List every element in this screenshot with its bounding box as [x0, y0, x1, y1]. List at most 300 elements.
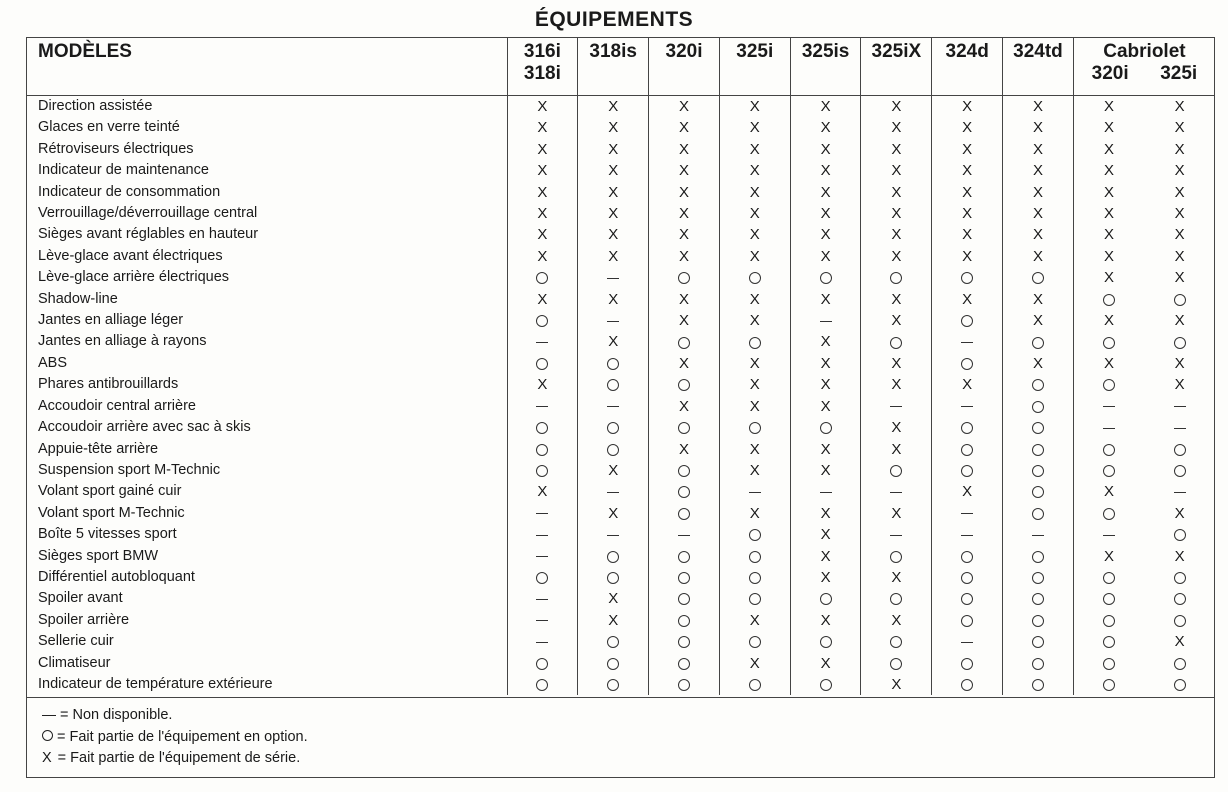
unavailable-dash-icon	[961, 406, 973, 407]
availability-cell	[507, 267, 578, 288]
availability-cell	[1003, 117, 1074, 138]
availability-cell	[1003, 246, 1074, 267]
option-circle-icon	[1032, 444, 1044, 456]
column-header-line1: 324td	[1013, 41, 1063, 62]
option-circle-icon	[1174, 444, 1186, 456]
availability-cell	[719, 310, 790, 331]
page-title: ÉQUIPEMENTS	[534, 8, 694, 31]
availability-cell	[507, 353, 578, 374]
standard-mark: X	[1104, 247, 1115, 265]
availability-cell	[1073, 396, 1144, 417]
standard-mark: X	[891, 247, 902, 265]
standard-mark: X	[537, 226, 548, 244]
availability-cell	[1144, 96, 1215, 118]
option-circle-icon	[961, 444, 973, 456]
availability-cell	[578, 331, 649, 352]
standard-mark: X	[891, 419, 902, 437]
option-circle-icon	[1032, 465, 1044, 477]
availability-cell	[1144, 117, 1215, 138]
availability-cell	[861, 653, 932, 674]
standard-mark: X	[608, 611, 619, 629]
unavailable-dash-icon	[536, 513, 548, 514]
availability-cell	[861, 182, 932, 203]
standard-mark: X	[678, 98, 689, 115]
availability-cell	[507, 139, 578, 160]
availability-cell	[507, 653, 578, 674]
option-circle-icon	[961, 572, 973, 584]
unavailable-dash-icon	[820, 492, 832, 493]
unavailable-dash-icon	[536, 620, 548, 621]
standard-mark: X	[820, 397, 831, 415]
availability-cell	[649, 117, 720, 138]
availability-cell	[649, 503, 720, 524]
availability-cell	[649, 353, 720, 374]
availability-cell	[932, 439, 1003, 460]
option-circle-icon	[678, 379, 690, 391]
column-header	[578, 37, 649, 96]
availability-cell	[507, 246, 578, 267]
availability-cell	[1144, 203, 1215, 224]
availability-cell	[1003, 653, 1074, 674]
standard-mark: X	[608, 140, 619, 158]
standard-mark: X	[537, 483, 548, 501]
availability-cell	[507, 610, 578, 631]
option-circle-icon	[536, 422, 548, 434]
availability-cell	[719, 610, 790, 631]
unavailable-dash-icon	[607, 535, 619, 536]
option-circle-icon	[1174, 679, 1186, 691]
standard-mark: X	[608, 162, 619, 180]
standard-mark: X	[678, 183, 689, 201]
availability-cell	[507, 481, 578, 502]
cabriolet-sub-320i: 320i	[1091, 63, 1129, 84]
option-circle-icon	[1032, 572, 1044, 584]
standard-mark: X	[608, 461, 619, 479]
option-circle-icon	[607, 679, 619, 691]
table-row	[26, 310, 1215, 331]
availability-cell	[790, 588, 861, 609]
table-row	[26, 610, 1215, 631]
table-row	[26, 588, 1215, 609]
option-circle-icon	[749, 679, 761, 691]
standard-mark: X	[820, 140, 831, 158]
availability-cell	[861, 610, 932, 631]
option-circle-icon	[1103, 508, 1115, 520]
availability-cell	[1144, 546, 1215, 567]
availability-cell	[861, 203, 932, 224]
option-circle-icon	[1032, 658, 1044, 670]
availability-cell	[578, 224, 649, 245]
availability-cell	[507, 331, 578, 352]
availability-cell	[932, 460, 1003, 481]
table-row	[26, 224, 1215, 245]
availability-cell	[1144, 374, 1215, 395]
option-circle-icon	[749, 636, 761, 648]
standard-mark: X	[1032, 140, 1043, 158]
option-circle-icon	[678, 679, 690, 691]
availability-cell	[578, 374, 649, 395]
feature-label: Spoiler arrière	[38, 611, 130, 628]
option-circle-icon	[1032, 508, 1044, 520]
feature-label: Boîte 5 vitesses sport	[38, 526, 177, 543]
availability-cell	[1003, 267, 1074, 288]
standard-mark: X	[678, 119, 689, 137]
unavailable-dash-icon	[536, 535, 548, 536]
availability-cell	[932, 396, 1003, 417]
column-header-line1: 325is	[801, 41, 850, 62]
table-row	[26, 374, 1215, 395]
unavailable-dash-icon	[1103, 406, 1115, 407]
availability-cell	[790, 546, 861, 567]
standard-mark: X	[1174, 247, 1185, 265]
availability-cell	[578, 117, 649, 138]
availability-cell	[1003, 374, 1074, 395]
standard-mark: X	[749, 397, 760, 415]
unavailable-dash-icon	[1032, 535, 1044, 536]
option-circle-icon	[678, 572, 690, 584]
availability-cell	[932, 203, 1003, 224]
option-circle-icon	[890, 551, 902, 563]
legend-circle-text: = Fait partie de l'équipement en option.	[57, 728, 308, 745]
option-circle-icon	[1103, 379, 1115, 391]
option-circle-icon	[961, 315, 973, 327]
standard-mark: X	[962, 205, 973, 223]
table-row	[26, 653, 1215, 674]
availability-cell	[861, 546, 932, 567]
unavailable-dash-icon	[820, 321, 832, 322]
availability-cell	[1144, 331, 1215, 352]
option-circle-icon	[536, 679, 548, 691]
legend-dash-text: = Non disponible.	[60, 707, 173, 723]
availability-cell	[719, 117, 790, 138]
standard-mark: X	[608, 504, 619, 522]
standard-mark: X	[820, 568, 831, 586]
standard-mark: X	[891, 205, 902, 223]
availability-cell	[507, 203, 578, 224]
option-circle-icon	[961, 658, 973, 670]
availability-cell	[649, 481, 720, 502]
option-circle-icon	[536, 572, 548, 584]
option-circle-icon	[1032, 379, 1044, 391]
option-circle-icon	[1174, 465, 1186, 477]
availability-cell	[649, 289, 720, 310]
standard-mark: X	[1174, 98, 1185, 115]
option-circle-icon	[1174, 294, 1186, 306]
availability-cell	[578, 396, 649, 417]
standard-mark: X	[962, 247, 973, 265]
availability-cell	[1003, 96, 1074, 118]
unavailable-dash-icon	[1174, 406, 1186, 407]
availability-cell	[932, 631, 1003, 652]
feature-label: Appuie-tête arrière	[38, 440, 159, 457]
standard-mark: X	[749, 119, 760, 137]
availability-cell	[1073, 331, 1144, 352]
option-circle-icon	[961, 679, 973, 691]
availability-cell	[1003, 182, 1074, 203]
table-row	[26, 353, 1215, 374]
availability-cell	[861, 460, 932, 481]
unavailable-dash-icon	[678, 535, 690, 536]
availability-cell	[649, 631, 720, 652]
availability-cell	[507, 160, 578, 181]
feature-label: Volant sport gainé cuir	[38, 483, 182, 500]
availability-cell	[578, 139, 649, 160]
availability-cell	[1003, 460, 1074, 481]
availability-cell	[861, 588, 932, 609]
availability-cell	[1073, 417, 1144, 438]
column-header-line1: 320i	[665, 41, 703, 62]
standard-mark: X	[678, 247, 689, 265]
availability-cell	[1144, 246, 1215, 267]
standard-mark: X	[608, 333, 619, 351]
availability-cell	[1144, 353, 1215, 374]
table-row	[26, 524, 1215, 545]
option-circle-icon	[607, 358, 619, 370]
option-circle-icon	[678, 337, 690, 349]
option-circle-icon	[1032, 636, 1044, 648]
option-circle-icon	[1103, 658, 1115, 670]
availability-cell	[649, 546, 720, 567]
standard-mark: X	[820, 119, 831, 137]
standard-mark: X	[891, 119, 902, 137]
availability-cell	[507, 674, 578, 695]
availability-cell	[861, 674, 932, 695]
unavailable-dash-icon	[961, 535, 973, 536]
availability-cell	[507, 546, 578, 567]
availability-cell	[861, 139, 932, 160]
legend-dash	[40, 705, 308, 727]
availability-cell	[1003, 310, 1074, 331]
unavailable-dash-icon	[890, 535, 902, 536]
legend-x-text: = Fait partie de l'équipement de série.	[57, 750, 301, 766]
option-circle-icon	[1032, 593, 1044, 605]
availability-cell	[578, 674, 649, 695]
availability-cell	[861, 503, 932, 524]
option-circle-icon	[1174, 593, 1186, 605]
availability-cell	[719, 139, 790, 160]
feature-label: Phares antibrouillards	[38, 376, 179, 393]
availability-cell	[507, 224, 578, 245]
legend-divider	[26, 697, 1215, 698]
unavailable-dash-icon	[961, 513, 973, 514]
standard-mark: X	[1032, 119, 1043, 137]
table-row	[26, 631, 1215, 652]
availability-cell	[578, 310, 649, 331]
feature-label: Sièges avant réglables en hauteur	[38, 226, 259, 243]
option-circle-icon	[1103, 636, 1115, 648]
availability-cell	[578, 567, 649, 588]
availability-cell	[578, 503, 649, 524]
column-header	[507, 37, 578, 96]
availability-cell	[649, 96, 720, 118]
standard-mark: X	[1174, 354, 1185, 372]
feature-label: Verrouillage/déverrouillage central	[38, 205, 258, 222]
unavailable-dash-icon	[607, 492, 619, 493]
availability-cell	[861, 117, 932, 138]
availability-cell	[1003, 588, 1074, 609]
availability-cell	[1073, 460, 1144, 481]
availability-cell	[1144, 481, 1215, 502]
availability-cell	[861, 631, 932, 652]
standard-mark: X	[749, 611, 760, 629]
option-circle-icon	[749, 593, 761, 605]
availability-cell	[578, 610, 649, 631]
availability-cell	[932, 182, 1003, 203]
option-circle-icon	[749, 572, 761, 584]
availability-cell	[649, 139, 720, 160]
unavailable-dash-icon	[890, 406, 902, 407]
standard-mark: X	[1104, 140, 1115, 158]
option-circle-icon	[536, 444, 548, 456]
availability-cell	[719, 460, 790, 481]
availability-cell	[507, 460, 578, 481]
option-circle-icon	[678, 636, 690, 648]
availability-cell	[1073, 481, 1144, 502]
feature-label: Jantes en alliage à rayons	[38, 333, 207, 350]
standard-mark: X	[962, 226, 973, 244]
standard-mark: X	[1174, 376, 1185, 394]
column-header-line1: 316i	[523, 41, 561, 62]
availability-cell	[507, 117, 578, 138]
availability-cell	[719, 246, 790, 267]
standard-mark: X	[1174, 269, 1185, 287]
standard-mark: X	[962, 119, 973, 137]
option-circle-icon	[678, 593, 690, 605]
availability-cell	[1073, 653, 1144, 674]
unavailable-dash-icon	[536, 342, 548, 343]
unavailable-dash-icon	[536, 642, 548, 643]
availability-cell	[1073, 160, 1144, 181]
standard-mark: X	[1174, 547, 1185, 565]
availability-cell	[507, 417, 578, 438]
availability-cell	[719, 160, 790, 181]
standard-mark: X	[962, 290, 973, 308]
availability-cell	[649, 417, 720, 438]
standard-mark: X	[608, 205, 619, 223]
unavailable-dash-icon	[1174, 428, 1186, 429]
availability-cell	[932, 310, 1003, 331]
option-circle-icon	[678, 272, 690, 284]
legend-circle	[40, 727, 308, 749]
standard-mark: X	[1104, 483, 1115, 501]
availability-cell	[1144, 567, 1215, 588]
unavailable-dash-icon	[961, 642, 973, 643]
availability-cell	[932, 588, 1003, 609]
standard-mark: X	[1174, 504, 1185, 522]
feature-label: Différentiel autobloquant	[38, 568, 195, 585]
standard-mark: X	[820, 440, 831, 458]
availability-cell	[790, 417, 861, 438]
standard-mark: X	[749, 461, 760, 479]
availability-cell	[932, 546, 1003, 567]
availability-cell	[932, 481, 1003, 502]
standard-mark: X	[820, 183, 831, 201]
availability-cell	[1073, 117, 1144, 138]
availability-cell	[578, 353, 649, 374]
standard-mark: X	[962, 162, 973, 180]
standard-mark: X	[891, 312, 902, 330]
standard-mark: X	[820, 333, 831, 351]
availability-cell	[1003, 524, 1074, 545]
availability-cell	[932, 160, 1003, 181]
availability-cell	[1073, 610, 1144, 631]
standard-mark: X	[537, 183, 548, 201]
availability-cell	[1144, 439, 1215, 460]
availability-cell	[507, 524, 578, 545]
availability-cell	[932, 246, 1003, 267]
availability-cell	[790, 331, 861, 352]
availability-cell	[790, 160, 861, 181]
standard-mark: X	[749, 162, 760, 180]
standard-mark: X	[962, 140, 973, 158]
availability-cell	[649, 567, 720, 588]
option-circle-icon	[678, 465, 690, 477]
option-circle-icon	[1103, 679, 1115, 691]
option-circle-icon	[749, 337, 761, 349]
standard-mark: X	[749, 654, 760, 672]
option-circle-icon	[1103, 615, 1115, 627]
standard-mark: X	[537, 205, 548, 223]
availability-cell	[719, 96, 790, 118]
availability-cell	[578, 246, 649, 267]
availability-cell	[861, 331, 932, 352]
standard-mark: X	[891, 675, 902, 693]
availability-cell	[578, 524, 649, 545]
option-circle-icon	[1103, 444, 1115, 456]
feature-label: Glaces en verre teinté	[38, 119, 180, 136]
option-circle-icon	[749, 272, 761, 284]
models-header: MODÈLES	[26, 37, 507, 96]
availability-cell	[719, 203, 790, 224]
availability-cell	[578, 481, 649, 502]
availability-cell	[932, 524, 1003, 545]
availability-cell	[1073, 267, 1144, 288]
availability-cell	[790, 353, 861, 374]
option-circle-icon	[1103, 572, 1115, 584]
availability-cell	[507, 631, 578, 652]
standard-mark: X	[820, 354, 831, 372]
availability-cell	[649, 653, 720, 674]
legend	[40, 705, 308, 770]
availability-cell	[507, 588, 578, 609]
availability-cell	[790, 374, 861, 395]
availability-cell	[790, 439, 861, 460]
column-header	[932, 37, 1003, 96]
availability-cell	[507, 567, 578, 588]
standard-mark: X	[1104, 547, 1115, 565]
availability-cell	[1144, 224, 1215, 245]
availability-cell	[861, 246, 932, 267]
feature-label: ABS	[38, 354, 68, 371]
standard-mark: X	[1032, 312, 1043, 330]
standard-mark: X	[891, 354, 902, 372]
availability-cell	[790, 396, 861, 417]
availability-cell	[719, 631, 790, 652]
feature-label: Sièges sport BMW	[38, 547, 159, 564]
availability-cell	[1144, 674, 1215, 695]
availability-cell	[649, 610, 720, 631]
availability-cell	[790, 653, 861, 674]
availability-cell	[790, 117, 861, 138]
standard-mark: X	[820, 162, 831, 180]
availability-cell	[790, 203, 861, 224]
standard-mark: X	[891, 226, 902, 244]
standard-mark: X	[1032, 247, 1043, 265]
option-circle-icon	[961, 551, 973, 563]
availability-cell	[1003, 139, 1074, 160]
availability-cell	[861, 417, 932, 438]
option-circle-icon	[607, 444, 619, 456]
